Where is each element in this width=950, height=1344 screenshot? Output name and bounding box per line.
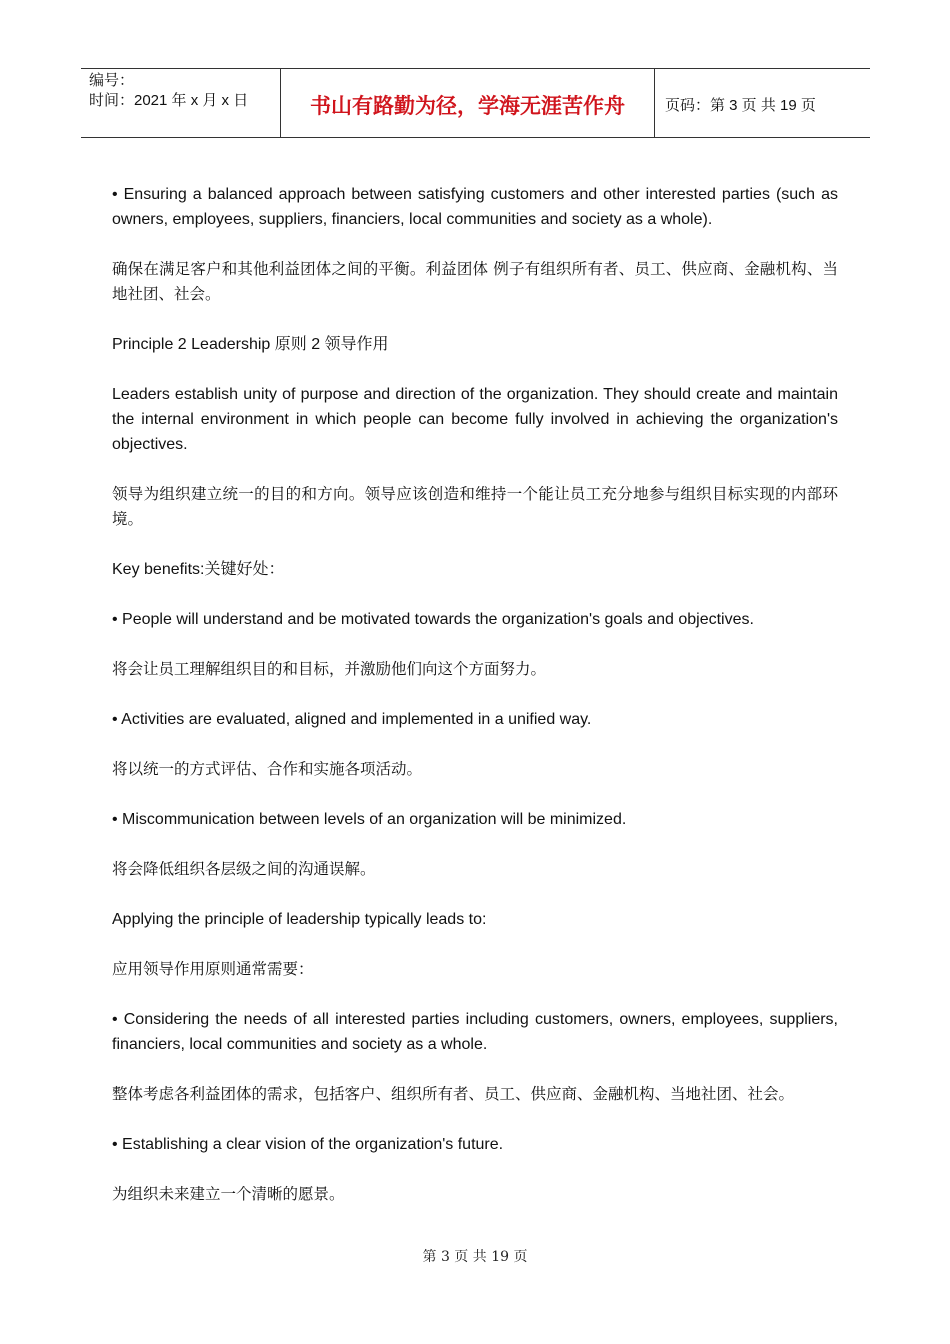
key-benefits-heading: Key benefits:关键好处： (112, 561, 285, 578)
cn-applying-principle-heading: 应用领导作用原则通常需要： (112, 960, 314, 978)
cn-benefit-understand-goals: 将会让员工理解组织目的和目标，并激励他们向这个方面努力。 (112, 660, 547, 678)
benefit-miscommunication: • Miscommunication between levels of an organization will be minimized. (112, 811, 627, 828)
applying-principle-heading: Applying the principle of leadership typically leads to: (112, 911, 487, 928)
bullet-balanced-approach: • Ensuring a balanced approach between satisfying customers and other interested parties (such as owners, employees, suppliers, financiers, local communities and society as a whole). (112, 186, 838, 228)
principle-2-heading: Principle 2 Leadership 原则 2 领导作用 (112, 336, 389, 353)
header-meta-cell (81, 69, 281, 137)
page-header (81, 68, 870, 138)
leadership-description: Leaders establish unity of purpose and direction of the organization. They should create and maintain the internal environment in which people can become fully involved in achieving the organization's objectives. (112, 386, 838, 453)
header-page-number: 页码：第 3 页 共 19 页 (665, 96, 816, 114)
document-body (112, 182, 838, 1232)
cn-balanced-approach: 确保在满足客户和其他利益团体之间的平衡。利益团体 例子有组织所有者、员工、供应商、金融机构、当地社团、社会。 (112, 260, 838, 303)
header-motto: 书山有路勤为径，学海无涯苦作舟 (281, 69, 655, 137)
benefit-unified-activities: • Activities are evaluated, aligned and implemented in a unified way. (112, 711, 592, 728)
document-time-label: 时间：2021 年 x 月 x 日 (89, 92, 249, 109)
cn-application-interested-parties: 整体考虑各利益团体的需求，包括客户、组织所有者、员工、供应商、金融机构、当地社团、社会。 (112, 1085, 795, 1103)
benefit-understand-goals: • People will understand and be motivated towards the organization's goals and objectives. (112, 611, 754, 628)
cn-benefit-miscommunication: 将会降低组织各层级之间的沟通误解。 (112, 860, 376, 878)
cn-application-clear-vision: 为组织未来建立一个清晰的愿景。 (112, 1185, 345, 1203)
cn-leadership-description: 领导为组织建立统一的目的和方向。领导应该创造和维持一个能让员工充分地参与组织目标实现的内部环境。 (112, 485, 838, 528)
cn-benefit-unified-activities: 将以统一的方式评估、合作和实施各项活动。 (112, 760, 423, 778)
application-clear-vision: • Establishing a clear vision of the organization's future. (112, 1136, 504, 1153)
application-interested-parties: • Considering the needs of all interested parties including customers, owners, employees, suppliers, financiers, local communities and society as a whole. (112, 1011, 838, 1053)
document-number-label: 编号： (89, 72, 135, 89)
page-footer: 第 3 页 共 19 页 (422, 1249, 528, 1265)
